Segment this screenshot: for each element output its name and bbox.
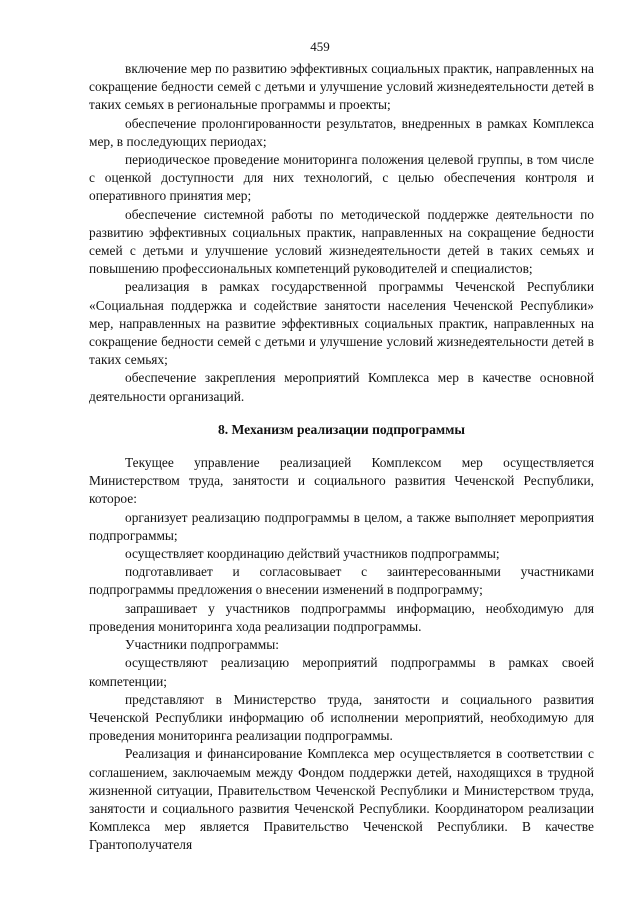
paragraph: запрашивает у участников подпрограммы информацию, необходимую для проведения мониторинга хода реализации подпрограммы.: [89, 600, 594, 634]
page-number: 459: [310, 39, 330, 54]
paragraph: обеспечение пролонгированности результатов, внедренных в рамках Комплекса мер, в последующих периодах;: [89, 115, 594, 149]
paragraph: Участники подпрограммы:: [125, 637, 279, 653]
paragraph: Реализация и финансирование Комплекса мер осуществляется в соответствии с соглашением, заключаемым между Фондом поддержки детей, находящихся в трудной жизненной ситуации, Правительством Чеченской Республики и Министерством труда, занятости и социального развития Чеченской Республики. Координатором реализации Комплекса мер является Правительство Чеченской Республики. В качестве Грантополучателя: [89, 746, 594, 853]
document-body: [89, 60, 594, 855]
paragraph: Текущее управление реализацией Комплексом мер осуществляется Министерством труда, занятости и социального развития Чеченской Республики, которое:: [89, 455, 594, 507]
paragraph: осуществляет координацию действий участников подпрограммы;: [125, 546, 500, 562]
paragraph: подготавливает и согласовывает с заинтересованными участниками подпрограммы предложения о внесении изменений в подпрограмму;: [89, 564, 594, 598]
paragraph: обеспечение закрепления мероприятий Комплекса мер в качестве основной деятельности организаций.: [89, 370, 594, 404]
paragraph: представляют в Министерство труда, занятости и социального развития Чеченской Республики информацию об исполнении мероприятий, необходимую для проведения мониторинга реализации подпрограммы.: [89, 691, 594, 744]
paragraph: периодическое проведение мониторинга положения целевой группы, в том числе с оценкой доступности для них технологий, с целью обеспечения контроля и оперативного принятия мер;: [89, 152, 594, 204]
paragraph: осуществляют реализацию мероприятий подпрограммы в рамках своей компетенции;: [89, 655, 594, 689]
section-heading: 8. Механизм реализации подпрограммы: [217, 421, 466, 437]
paragraph: обеспечение системной работы по методической поддержке деятельности по развитию эффективных социальных практик, направленных на сокращение бедности семей с детьми и улучшение условий жизнедеятельности детей в таких семьях и повышению профессиональных компетенций руководителей и специалистов;: [89, 206, 594, 277]
paragraph: реализация в рамках государственной программы Чеченской Республики «Социальная поддержка и содействие занятости населения Чеченской Республики» мер, направленных на развитие эффективных социальных практик, направленных на сокращение бедности семей с детьми и улучшение условий жизнедеятельности детей в таких семьях;: [89, 279, 594, 368]
paragraph: организует реализацию подпрограммы в целом, а также выполняет мероприятия подпрограммы;: [89, 509, 594, 543]
paragraph: включение мер по развитию эффективных социальных практик, направленных на сокращение бедности семей с детьми и улучшение условий жизнедеятельности детей в таких семьях в региональные программы и проекты;: [89, 61, 594, 113]
